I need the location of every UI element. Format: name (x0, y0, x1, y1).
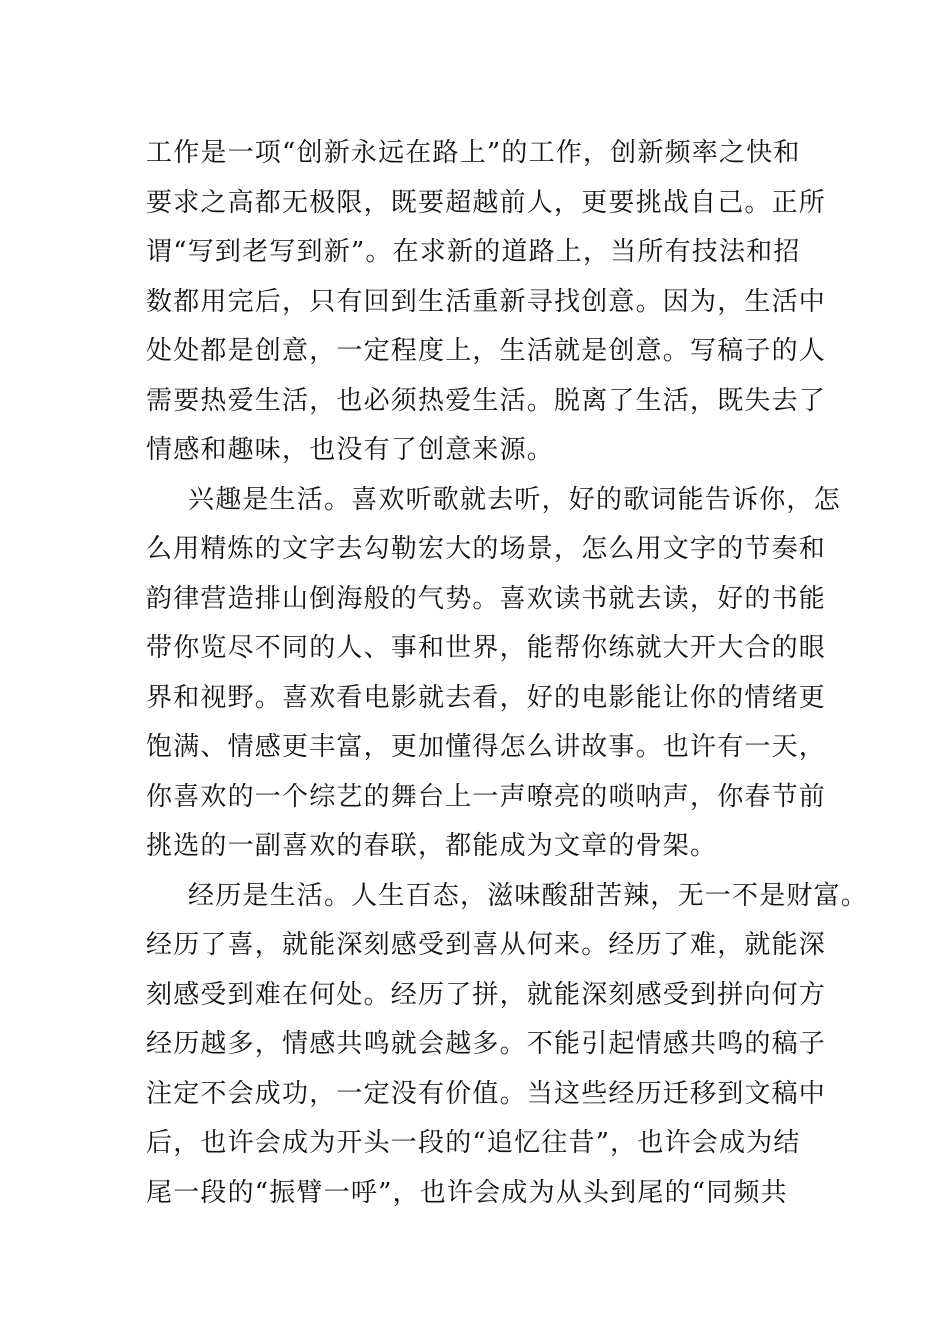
text-line: 工作是一项“创新永远在路上”的工作，创新频率之快和 (146, 138, 801, 168)
text-line: 挑选的一副喜欢的春联，都能成为文章的骨架。 (146, 831, 718, 861)
text-line: 界和视野。喜欢看电影就去看，好的电影能让你的情绪更 (146, 682, 827, 713)
text-line: 注定不会成功，一定没有价值。当这些经历迁移到文稿中 (146, 1078, 827, 1109)
text-line: 数都用完后，只有回到生活重新寻找创意。因为，生活中 (146, 286, 827, 317)
text-line: 饱满、情感更丰富，更加懂得怎么讲故事。也许有一天， (146, 732, 827, 762)
body-text (146, 129, 869, 1218)
text-line: 经历了喜，就能深刻感受到喜从何来。经历了难，就能深 (146, 930, 827, 960)
text-line: 经历越多，情感共鸣就会越多。不能引起情感共鸣的稿子 (146, 1029, 827, 1059)
text-line: 后，也许会成为开头一段的“追忆往昔”，也许会成为结 (146, 1128, 801, 1158)
text-line: 处处都是创意，一定程度上，生活就是创意。写稿子的人 (146, 336, 827, 366)
text-line: 韵律营造排山倒海般的气势。喜欢读书就去读，好的书能 (146, 583, 827, 614)
text-line: 要求之高都无极限，既要超越前人，更要挑战自己。正所 (146, 187, 827, 218)
paragraph-start-line: 兴趣是生活。喜欢听歌就去听，好的歌词能告诉你，怎 (188, 484, 841, 515)
text-line: 刻感受到难在何处。经历了拼，就能深刻感受到拼向何方 (146, 979, 827, 1010)
text-line: 尾一段的“振臂一呼”，也许会成为从头到尾的“同频共 (146, 1177, 788, 1208)
paragraph-start-line: 经历是生活。人生百态，滋味酸甜苦辣，无一不是财富。 (188, 880, 869, 911)
text-line: 么用精炼的文字去勾勒宏大的场景，怎么用文字的节奏和 (146, 534, 827, 564)
text-line: 情感和趣味，也没有了创意来源。 (146, 435, 555, 465)
text-line: 你喜欢的一个综艺的舞台上一声嘹亮的唢呐声，你春节前 (146, 781, 827, 812)
text-line: 谓“写到老写到新”。在求新的道路上，当所有技法和招 (146, 237, 801, 267)
text-line: 需要热爱生活，也必须热爱生活。脱离了生活，既失去了 (146, 385, 827, 416)
text-line: 带你览尽不同的人、事和世界，能帮你练就大开大合的眼 (146, 633, 827, 663)
